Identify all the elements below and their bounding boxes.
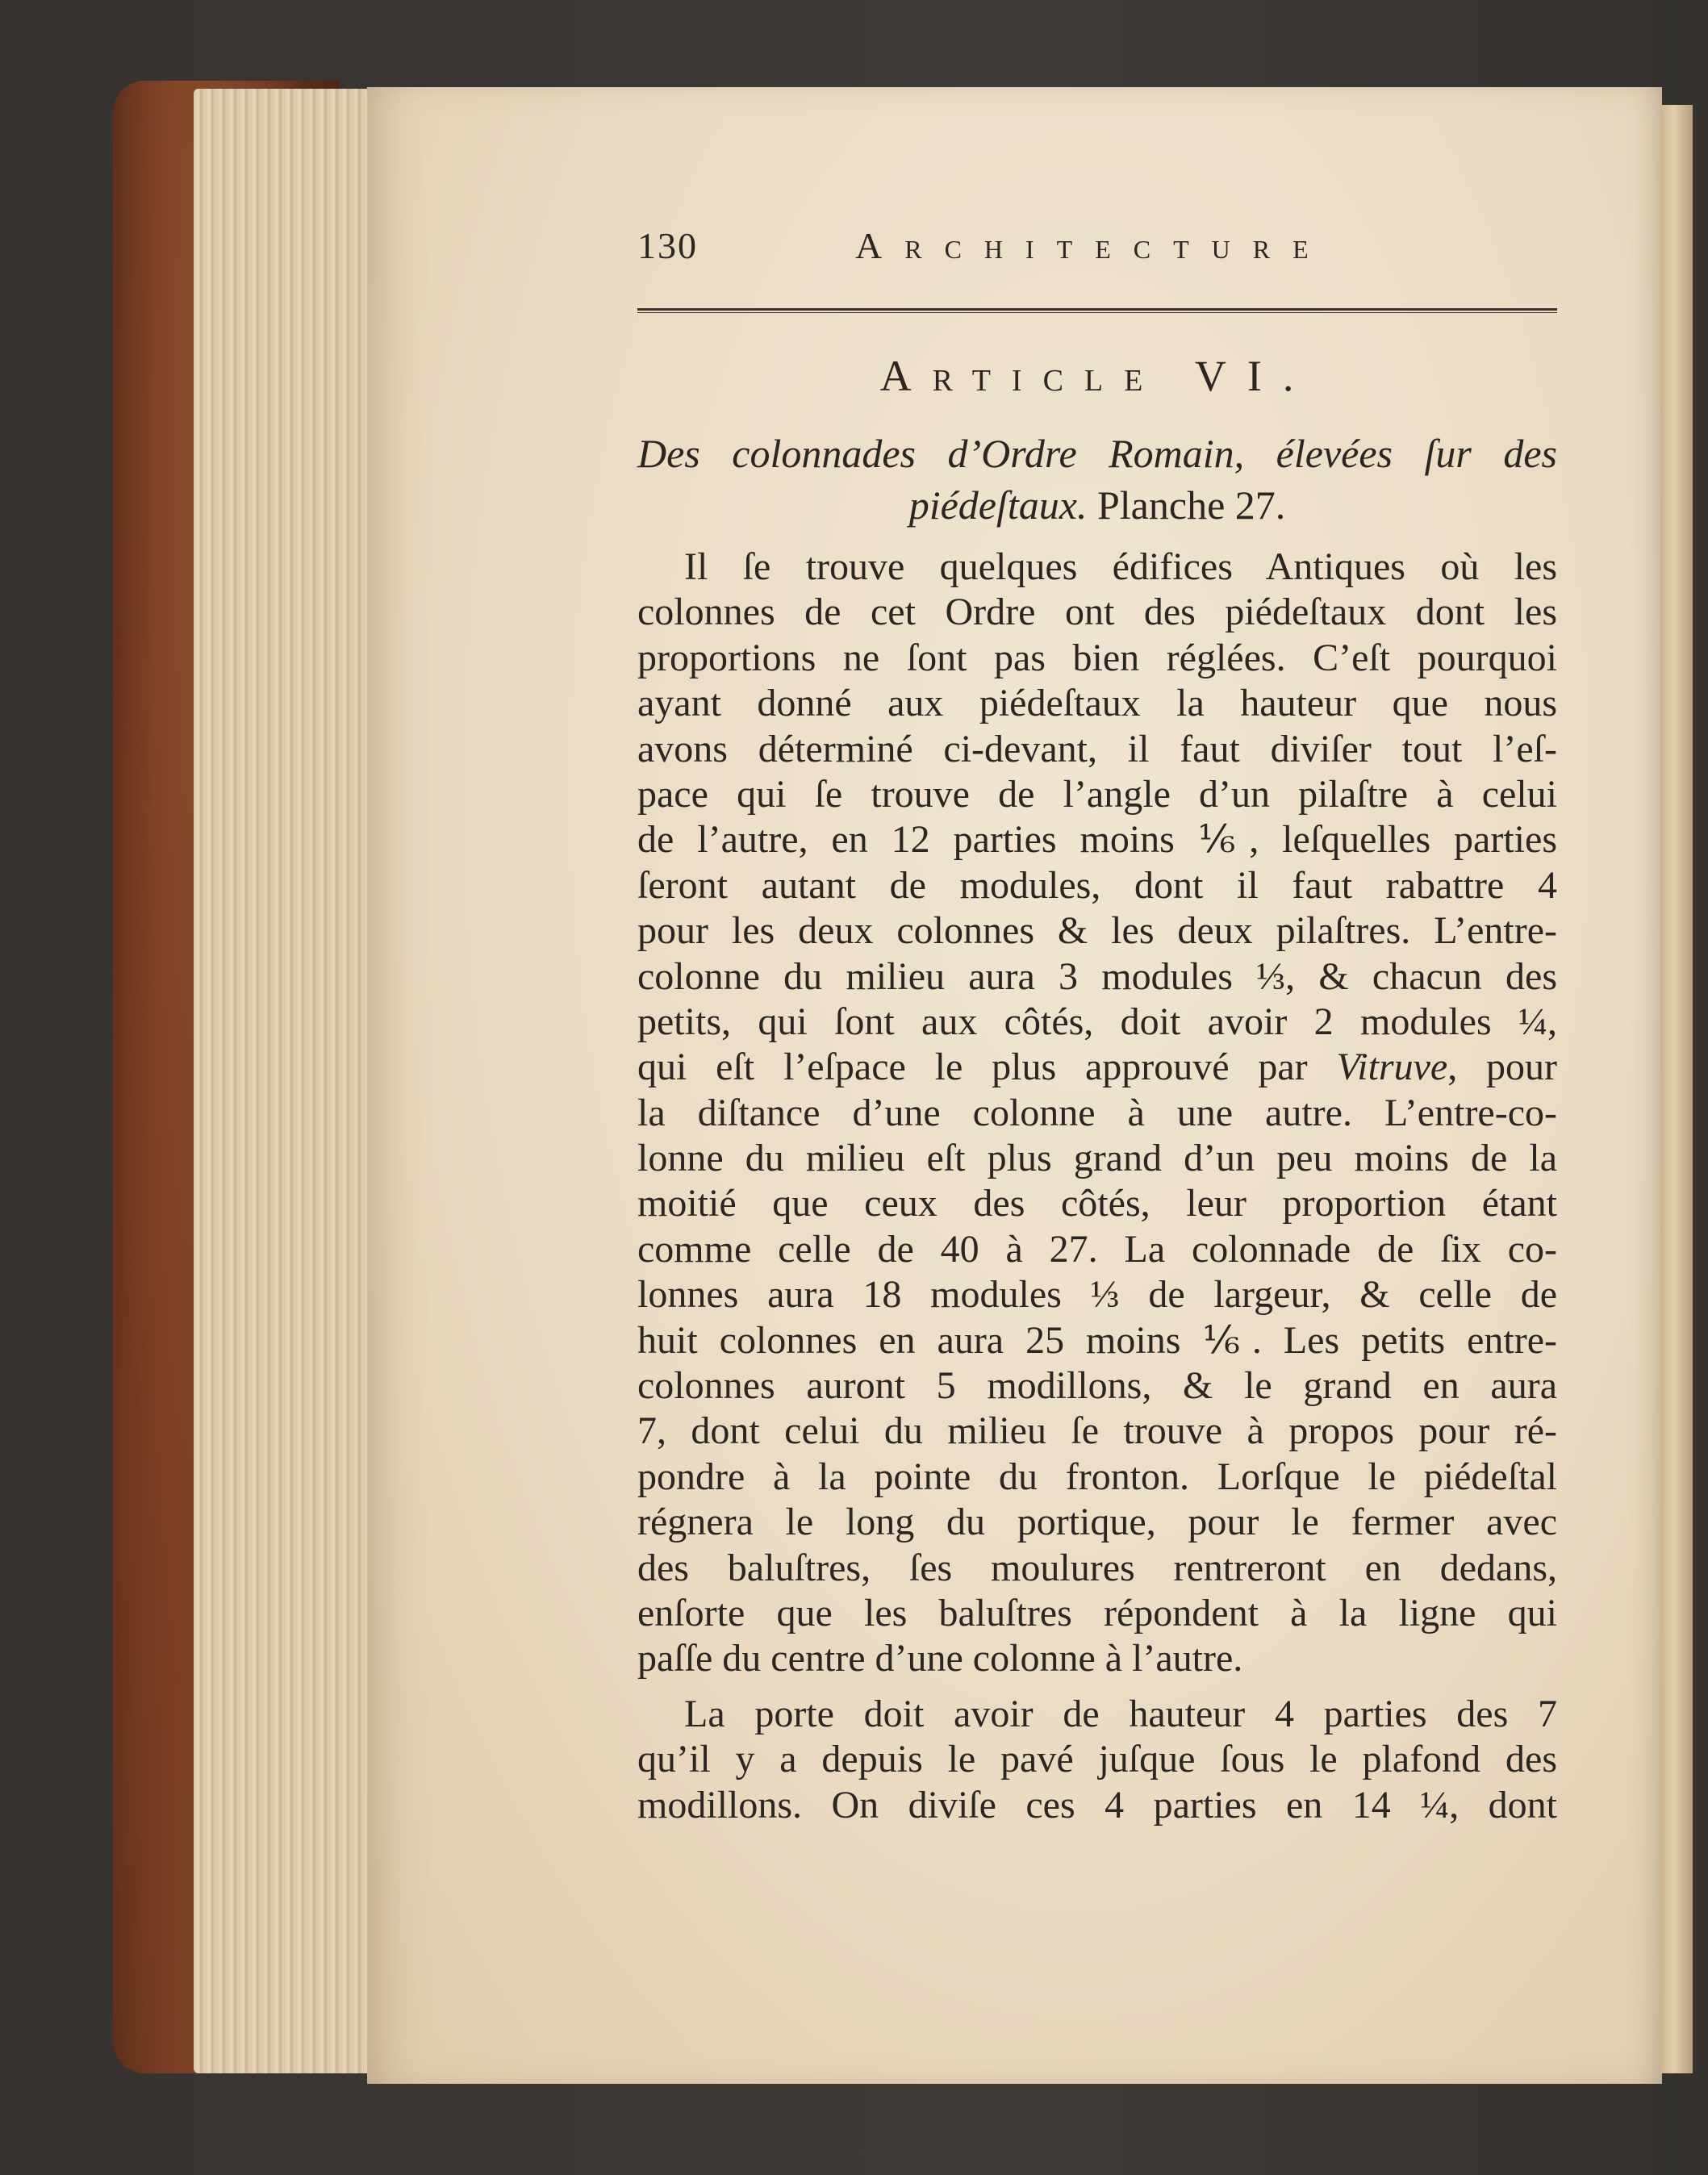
text-line: 7, dont celui du milieu ſe trouve à propos pour ré- [637,1409,1557,1453]
text-line: des baluſtres, ſes moulures rentreront en dedans, [637,1546,1557,1589]
text-line: ſeront autant de modules, dont il faut rabattre 4 [637,863,1557,907]
text-line: Il ſe trouve quelques édifices Antiques où les [684,545,1557,588]
article-heading: Article VI. [879,352,1315,400]
running-title: Architecture [855,225,1331,266]
text-line: paſſe du centre d’une colonne à l’autre. [637,1637,1243,1680]
article-subtitle [637,428,1557,531]
text-line: petits, qui ſont aux côtés, doit avoir 2 modules ¼, [637,1000,1557,1043]
text-line: avons déterminé ci-devant, il faut diviſer tout l’eſ- [637,727,1557,770]
text-line: lonnes aura 18 modules ⅓ de largeur, & celle de [637,1273,1557,1317]
text-line: pace qui ſe trouve de l’angle d’un pilaſtre à celui [637,772,1557,816]
text-line: pondre à la pointe du fronton. Lorſque le piédeſtal [637,1455,1557,1498]
text-line: pour les deux colonnes & les deux pilaſtres. L’entre- [637,909,1557,953]
right-page-edge [1660,105,1693,2073]
text-line: qui eſt l’eſpace le plus approuvé par Vitruve, pour [637,1046,1557,1089]
text-line: colonnes auront 5 modillons, & le grand en aura [637,1364,1557,1408]
text-line: moitié que ceux des côtés, leur proportion étant [637,1182,1557,1225]
text-line: comme celle de 40 à 27. La colonnade de ſix co- [637,1227,1557,1271]
text-line: la diſtance d’une colonne à une autre. L’entre-co- [637,1091,1557,1134]
body-text [637,545,1557,1828]
subtitle-line-1: Des colonnades d’Ordre Romain, élevées ſur des [637,431,1557,476]
text-line: qu’il y a depuis le pavé juſque ſous le plafond des [637,1738,1557,1781]
text-line: colonnes de cet Ordre ont des piédeſtaux dont les [637,591,1557,634]
text-line: modillons. On diviſe ces 4 parties en 14 ¼, dont [637,1783,1557,1826]
subtitle-italic-word: piédeſtaux. [908,482,1088,528]
text-line: régnera le long du portique, pour le fermer avec [637,1501,1557,1544]
subtitle-plate-ref: Planche 27. [1087,482,1286,528]
text-line: enſorte que les baluſtres répondent à la ligne qui [637,1591,1557,1634]
text-line: lonne du milieu eſt plus grand d’un peu moins de la [637,1137,1557,1180]
author-name-vitruve: Vitruve [1336,1046,1448,1089]
subtitle-line-2 [637,479,1557,531]
text-line: La porte doit avoir de hauteur 4 parties des 7 [684,1692,1557,1735]
page-number: 130 [637,225,698,266]
text-line: ayant donné aux piédeſtaux la hauteur que nous [637,682,1557,725]
text-line: huit colonnes en aura 25 moins ⅙. Les petits entre- [637,1318,1557,1362]
text-line: proportions ne ſont pas bien réglées. C’eſt pourquoi [637,636,1557,679]
page-stack-edges [194,89,387,2073]
text-line: de l’autre, en 12 parties moins ⅙, leſquelles parties [637,818,1557,862]
header-rule [637,308,1557,313]
text-line: colonne du milieu aura 3 modules ⅓, & chacun des [637,954,1557,998]
running-head [637,218,1557,282]
